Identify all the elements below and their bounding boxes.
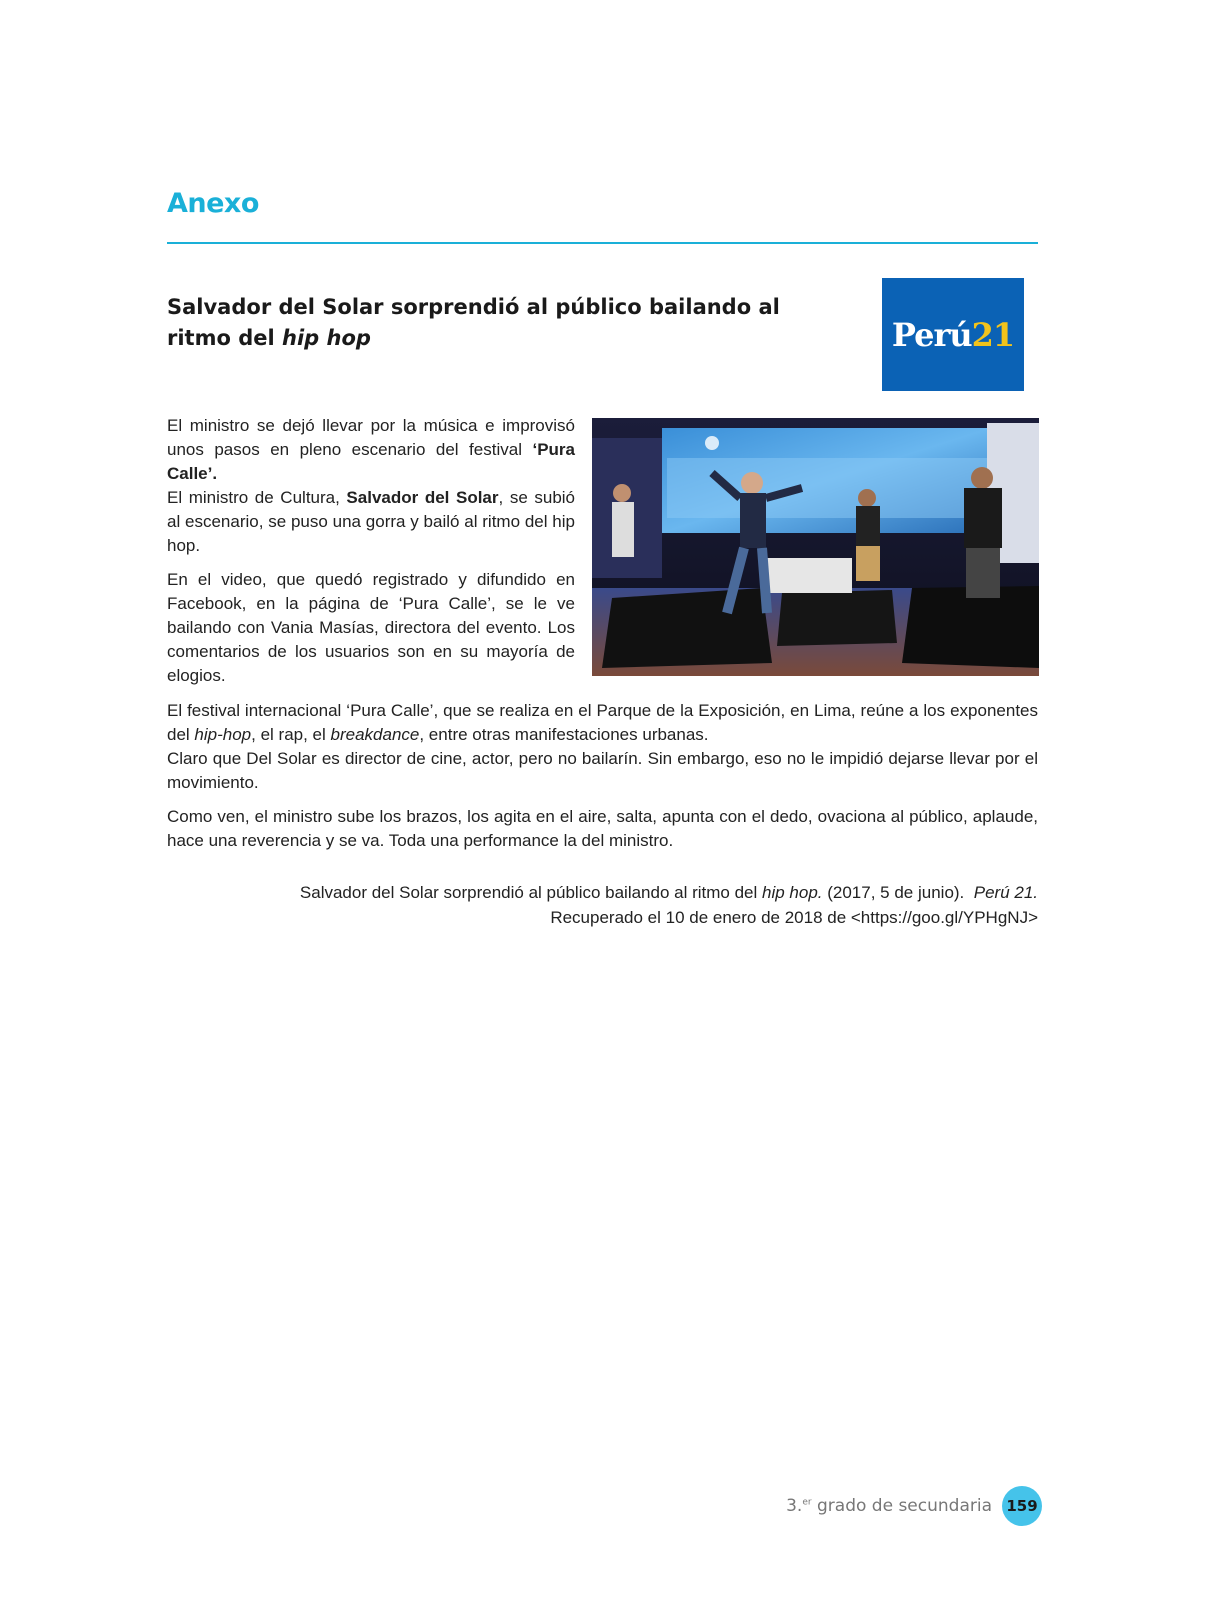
page-number-badge: 159 (1002, 1486, 1042, 1526)
grade-number: 3. (786, 1496, 803, 1516)
title-rule (167, 242, 1038, 244)
p4-text-c: , el rap, el (251, 725, 331, 744)
p2-text-c: , se subió al escenario, se puso una gorra y bailó al ritmo del hip hop. (167, 488, 575, 555)
article-body-full (167, 699, 1038, 863)
p4-italic-hiphop: hip-hop (194, 725, 252, 744)
article-headline (167, 292, 847, 354)
p2-bold: Salvador del Solar (346, 488, 499, 507)
logo-number: 21 (971, 315, 1015, 354)
headline-text: Salvador del Solar sorprendió al público bailando al ritmo del (167, 295, 780, 350)
grade-superscript: er (802, 1497, 812, 1508)
p4-text-e: , entre otras manifestaciones urbanas. (419, 725, 709, 744)
article-column (167, 414, 575, 698)
paragraph-3: En el video, que quedó registrado y difundido en Facebook, en la página de ‘Pura Calle’, se le ve bailando con Vania Masías, directora del evento. Los comentarios de los usuarios son en su mayoría de elogios. (167, 570, 575, 685)
paragraph-1 (167, 414, 575, 486)
headline-italic: hip hop (282, 326, 371, 350)
p4-italic-breakdance: breakdance (330, 725, 420, 744)
p4-text-a: El festival internacional ‘Pura Calle’, que se realiza en el Parque de la Exposición, en Lima, reúne a los exponentes del (167, 701, 1038, 744)
citation-date: (2017, 5 de junio). (822, 883, 974, 902)
citation-text: Salvador del Solar sorprendió al público bailando al ritmo del (299, 883, 763, 902)
section-title: Anexo (167, 188, 259, 219)
logo-text (892, 316, 1014, 354)
grade-label (786, 1496, 992, 1516)
concert-photo-illustration (592, 418, 1039, 676)
citation-source: Perú 21. (973, 883, 1038, 902)
concert-photo (592, 418, 1039, 676)
paragraph-2 (167, 486, 575, 558)
citation-italic: hip hop. (762, 883, 823, 902)
paragraph-5: Claro que Del Solar es director de cine, actor, pero no bailarín. Sin embargo, eso no le impidió dejarse llevar por el movimiento. (167, 749, 1038, 792)
logo-name: Perú (891, 315, 972, 354)
source-citation (167, 880, 1038, 930)
grade-text: grado de secundaria (811, 1496, 992, 1516)
paragraph-4 (167, 699, 1038, 747)
peru21-logo (882, 278, 1024, 391)
p1-text: El ministro se dejó llevar por la música e improvisó unos pasos en pleno escenario del festival (167, 416, 575, 459)
citation-line-2: Recuperado el 10 de enero de 2018 de <https://goo.gl/YPHgNJ> (550, 908, 1038, 927)
paragraph-6: Como ven, el ministro sube los brazos, los agita en el aire, salta, apunta con el dedo, ovaciona al público, aplaude, hace una reverencia y se va. Toda una performance la del ministro. (167, 807, 1038, 850)
page-footer (786, 1489, 1042, 1523)
citation-line-1 (167, 880, 1038, 905)
p1-bold: ‘Pura Calle’. (167, 440, 575, 483)
p2-text-a: El ministro de Cultura, (167, 488, 347, 507)
